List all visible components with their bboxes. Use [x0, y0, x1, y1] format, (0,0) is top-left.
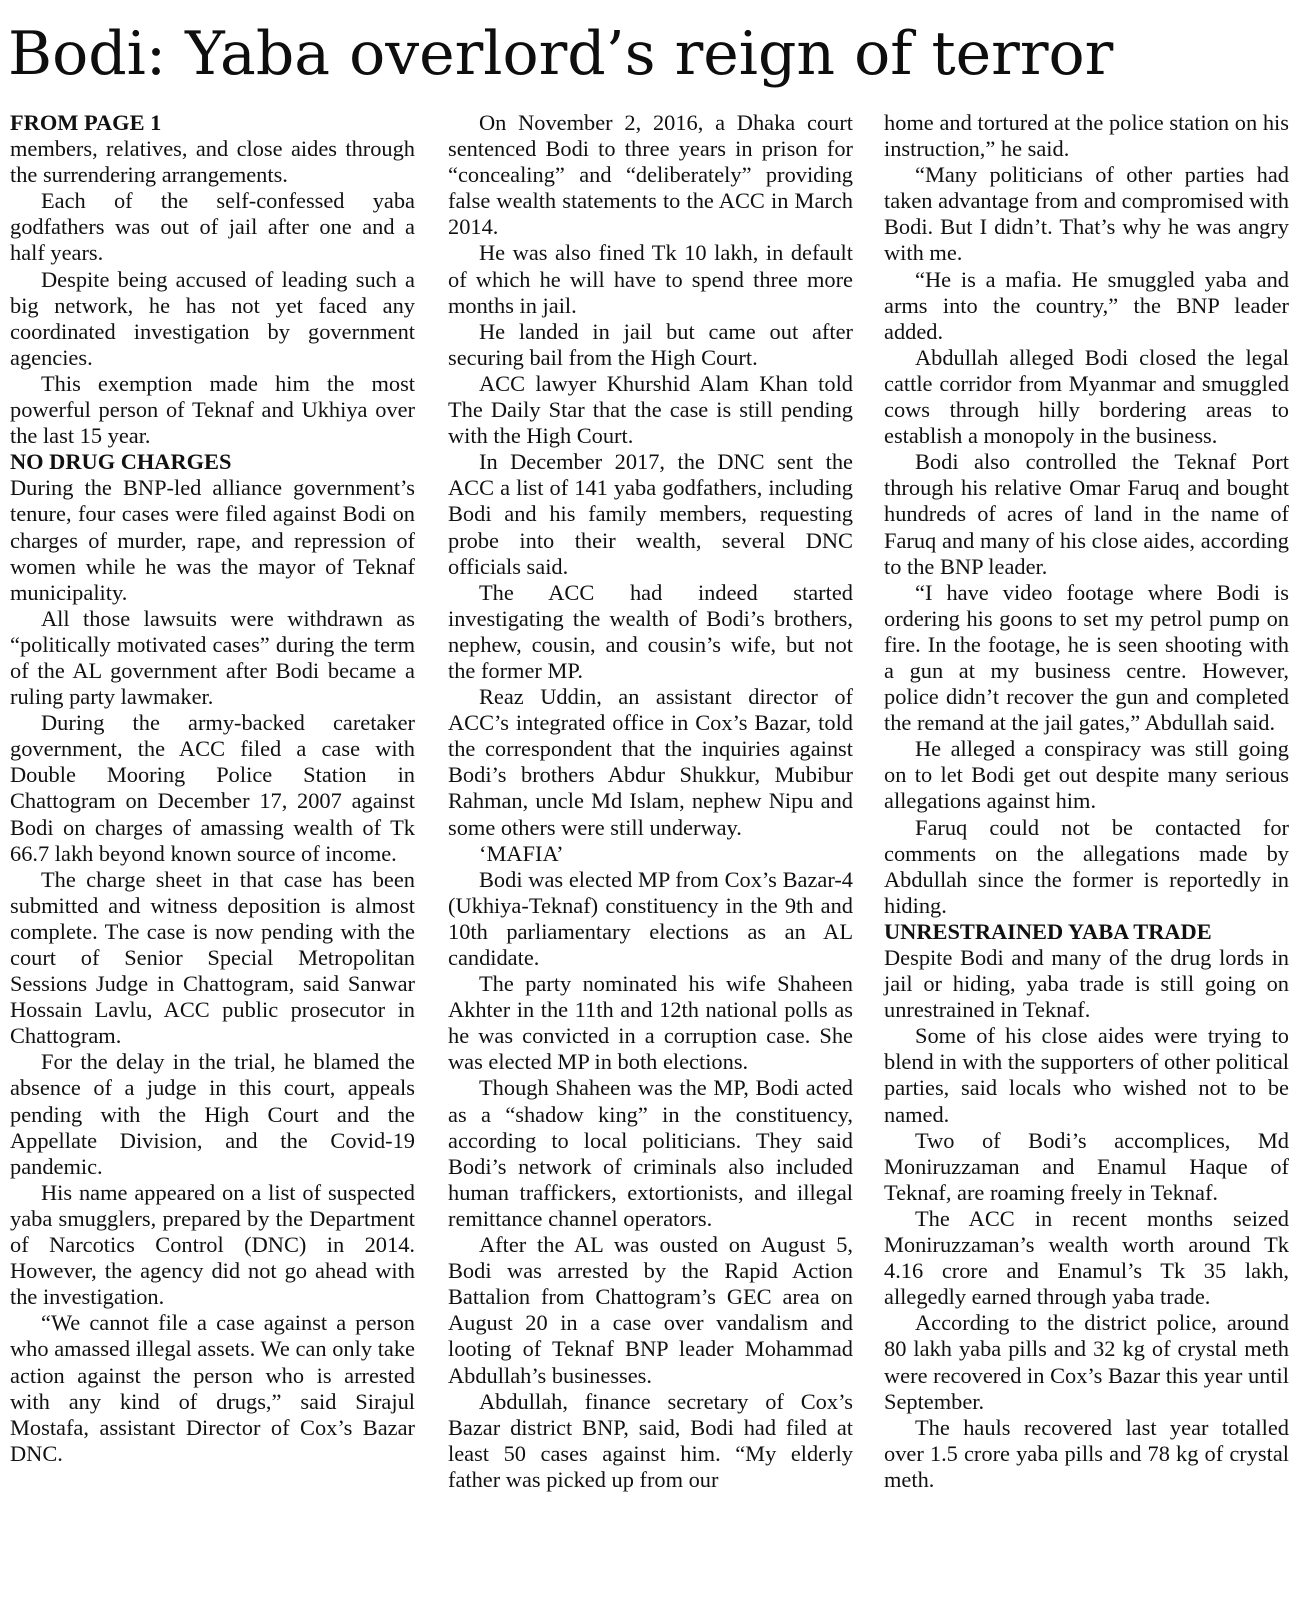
paragraph: members, relatives, and close aides through the surrendering arrangements. — [10, 136, 415, 188]
paragraph: The ACC had indeed started investigating the wealth of Bodi’s brothers, nephew, cousin, and cousin’s wife, but not the former MP. — [448, 579, 853, 683]
paragraph: During the army-backed caretaker government, the ACC filed a case with Double Mooring Police Station in Chattogram on December 17, 2007 against Bodi on charges of amassing wealth of Tk 66.7 lakh beyond known source of income. — [10, 710, 415, 866]
column-3 — [884, 110, 1289, 1493]
headline: Bodi: Yaba overlord’s reign of terror — [8, 19, 1114, 89]
paragraph: Faruq could not be contacted for comments on the allegations made by Abdullah since the former is reportedly in hiding. — [884, 814, 1289, 918]
paragraph: Reaz Uddin, an assistant director of ACC’s integrated office in Cox’s Bazar, told the correspondent that the inquiries against Bodi’s brothers Abdur Shukkur, Mubibur Rahman, uncle Md Islam, nephew Nipu and some others were still underway. — [448, 684, 853, 840]
paragraph: For the delay in the trial, he blamed the absence of a judge in this court, appeals pending with the High Court and the Appellate Division, and the Covid-19 pandemic. — [10, 1049, 415, 1179]
paragraph: Abdullah alleged Bodi closed the legal cattle corridor from Myanmar and smuggled cows through hilly bordering areas to establish a monopoly in the business. — [884, 344, 1289, 449]
paragraph: ACC lawyer Khurshid Alam Khan told The Daily Star that the case is still pending with the High Court. — [448, 370, 853, 449]
paragraph: The charge sheet in that case has been submitted and witness deposition is almost complete. The case is now pending with the court of Senior Special Metropolitan Sessions Judge in Chattogram, said Sanwar Hossain Lavlu, ACC public prosecutor in Chattogram. — [10, 866, 415, 1049]
paragraph: This exemption made him the most powerful person of Teknaf and Ukhiya over the last 15 year. — [10, 370, 415, 449]
paragraph: “I have video footage where Bodi is ordering his goons to set my petrol pump on fire. In the footage, he is seen shooting with a gun at my business centre. However, police didn’t recover the gun and completed the remand at the jail gates,” Abdullah said. — [884, 579, 1289, 736]
paragraph: During the BNP-led alliance government’s tenure, four cases were filed against Bodi on charges of murder, rape, and repression of women while he was the mayor of Teknaf municipality. — [10, 475, 415, 605]
paragraph: “We cannot file a case against a person who amassed illegal assets. We can only take action against the person who is arrested with any kind of drugs,” said Sirajul Mostafa, assistant Director of Cox’s Bazar DNC. — [10, 1310, 415, 1466]
paragraph: On November 2, 2016, a Dhaka court sentenced Bodi to three years in prison for “concealing” and “deliberately” providing false wealth statements to the ACC in March 2014. — [448, 110, 853, 240]
paragraph: Despite being accused of leading such a big network, he has not yet faced any coordinated investigation by government agencies. — [10, 266, 415, 370]
paragraph: The party nominated his wife Shaheen Akhter in the 11th and 12th national polls as he was convicted in a corruption case. She was elected MP in both elections. — [448, 971, 853, 1075]
paragraph: Despite Bodi and many of the drug lords in jail or hiding, yaba trade is still going on unrestrained in Teknaf. — [884, 945, 1289, 1023]
paragraph: According to the district police, around 80 lakh yaba pills and 32 kg of crystal meth were recovered in Cox’s Bazar this year until September. — [884, 1310, 1289, 1414]
paragraph: After the AL was ousted on August 5, Bodi was arrested by the Rapid Action Battalion from Chattogram’s GEC area on August 20 in a case over vandalism and looting of Teknaf BNP leader Mohammad Abdullah’s businesses. — [448, 1232, 853, 1388]
paragraph: The hauls recovered last year totalled over 1.5 crore yaba pills and 78 kg of crystal meth. — [884, 1414, 1289, 1492]
paragraph: Two of Bodi’s accomplices, Md Moniruzzaman and Enamul Haque of Teknaf, are roaming freely in Teknaf. — [884, 1127, 1289, 1205]
paragraph: Though Shaheen was the MP, Bodi acted as a “shadow king” in the constituency, according to local politicians. They said Bodi’s network of criminals also included human traffickers, extortionists, and illegal remittance channel operators. — [448, 1075, 853, 1231]
from-page-label: FROM PAGE 1 — [10, 110, 162, 135]
column-1 — [10, 110, 415, 1467]
paragraph: He was also fined Tk 10 lakh, in default of which he will have to spend three more months in jail. — [448, 240, 853, 318]
paragraph: He landed in jail but came out after securing bail from the High Court. — [448, 318, 853, 370]
paragraph: Some of his close aides were trying to blend in with the supporters of other political parties, said locals who wished not to be named. — [884, 1023, 1289, 1127]
paragraph: Each of the self-confessed yaba godfathers was out of jail after one and a half years. — [10, 188, 415, 266]
paragraph: His name appeared on a list of suspected yaba smugglers, prepared by the Department of Narcotics Control (DNC) in 2014. However, the agency did not go ahead with the investigation. — [10, 1179, 415, 1310]
paragraph: In December 2017, the DNC sent the ACC a list of 141 yaba godfathers, including Bodi and his family members, requesting probe into their wealth, several DNC officials said. — [448, 449, 853, 579]
paragraph: Bodi also controlled the Teknaf Port through his relative Omar Faruq and bought hundreds of acres of land in the name of Faruq and many of his close aides, according to the BNP leader. — [884, 449, 1289, 579]
paragraph: He alleged a conspiracy was still going on to let Bodi get out despite many serious allegations against him. — [884, 736, 1289, 814]
subheading: ‘MAFIA’ — [479, 840, 564, 866]
paragraph: home and tortured at the police station on his instruction,” he said. — [884, 110, 1289, 162]
column-2 — [448, 110, 853, 1493]
paragraph: The ACC in recent months seized Moniruzzaman’s wealth worth around Tk 4.16 crore and Enamul’s Tk 35 lakh, allegedly earned through yaba trade. — [884, 1205, 1289, 1310]
paragraph: “He is a mafia. He smuggled yaba and arms into the country,” the BNP leader added. — [884, 266, 1289, 344]
paragraph: Abdullah, finance secretary of Cox’s Bazar district BNP, said, Bodi had filed at least 50 cases against him. “My elderly father was picked up from our — [448, 1388, 853, 1492]
paragraph: Bodi was elected MP from Cox’s Bazar-4 (Ukhiya-Teknaf) constituency in the 9th and 10th parliamentary elections as an AL candidate. — [448, 866, 853, 970]
paragraph: “Many politicians of other parties had taken advantage from and compromised with Bodi. But I didn’t. That’s why he was angry with me. — [884, 162, 1289, 266]
subheading: UNRESTRAINED YABA TRADE — [884, 918, 1212, 944]
paragraph: All those lawsuits were withdrawn as “politically motivated cases” during the term of the AL government after Bodi became a ruling party lawmaker. — [10, 605, 415, 710]
subheading: NO DRUG CHARGES — [10, 449, 232, 475]
